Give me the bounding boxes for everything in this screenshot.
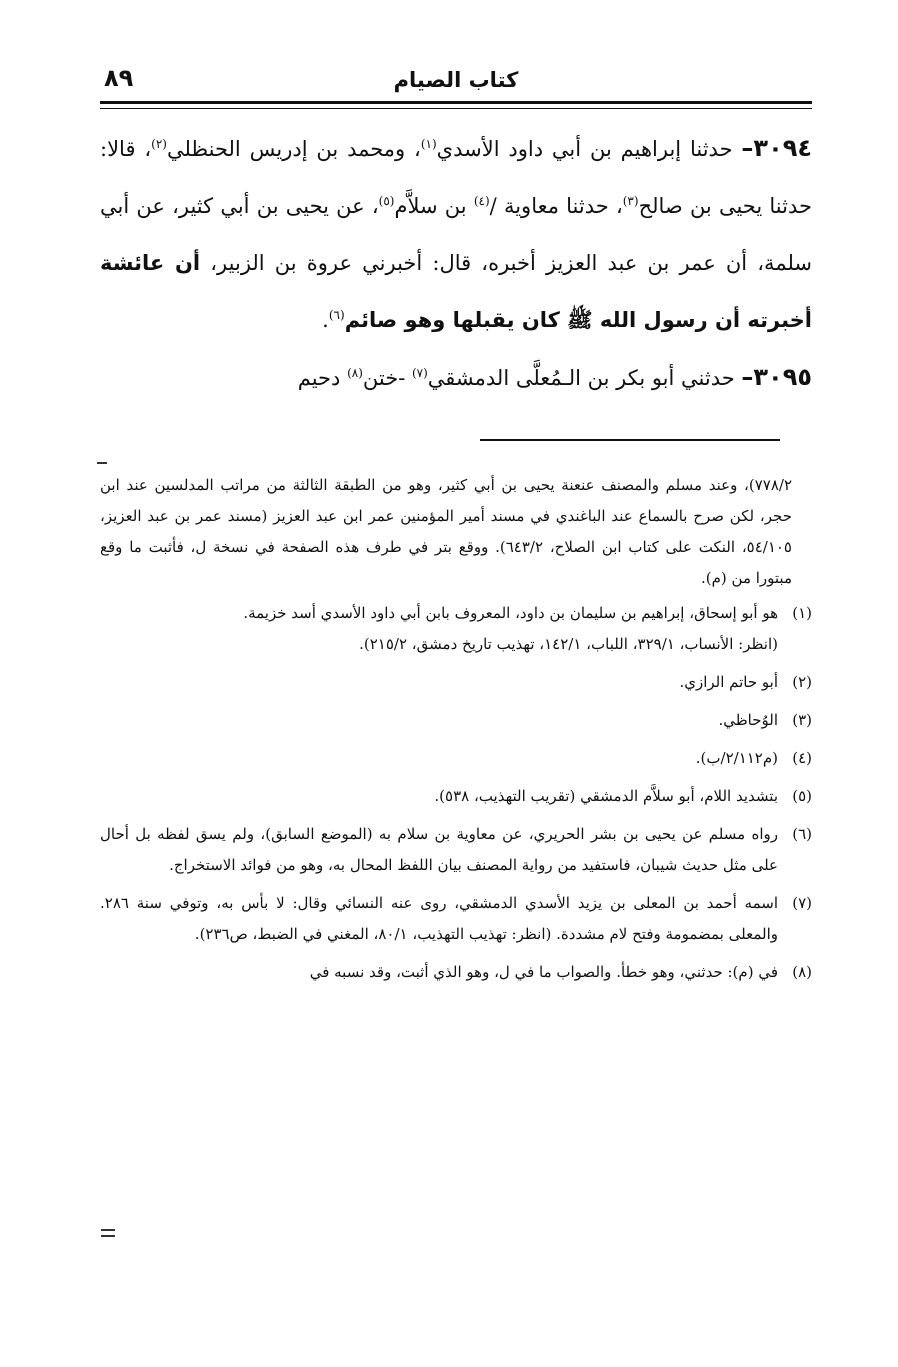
page-header	[100, 62, 812, 102]
page-number: ٨٩	[104, 64, 134, 92]
hadith-text: دحيم	[297, 366, 348, 390]
hadith-3095	[100, 349, 812, 407]
footnote-marker: (٥)	[792, 787, 812, 805]
footnote-marker: (٨)	[792, 963, 812, 981]
footnote-continuation: ٧٧٨/٢)، وعند مسلم والمصنف عنعنة يحيى بن أبي كثير، وهو من الطبقة الثالثة من مراتب المدلسين عند ابن حجر، لكن صرح بالسماع عند الباغندي في مسند أمير المؤمنين عمر ابن عبد العزيز (مسند عمر بن عبد العزيز، ٥٤/١٠٥، النكت على كتاب ابن الصلاح، ٦٤٣/٢). ووقع بتر في طرف هذه الصفحة في نسخة ل، فأثبت ما وقع مبتورا من (م).	[100, 476, 792, 587]
hadith-text: ، عن يحيى بن أبي كثير، عن أبي سلمة، أن عمر بن عبد العزيز أخبره، قال: أخبرني عروة بن الزبير،	[100, 194, 813, 275]
hadith-text: ، قالا: حدثنا يحيى بن صالح	[100, 137, 812, 218]
footnote-item	[100, 781, 812, 812]
footnote-item	[100, 743, 812, 774]
footnote-text-line: هو أبو إسحاق، إبراهيم بن سليمان بن داود، المعروف بابن أبي داود الأسدي أسد خزيمة.	[243, 604, 778, 622]
footnote-reference[interactable]: (٦)	[328, 308, 345, 322]
hadith-text: حدثنا إبراهيم بن أبي داود الأسدي	[436, 137, 742, 161]
hadith-number: ٣٠٩٤–	[741, 134, 813, 162]
footnote-marker: (٧)	[792, 894, 812, 912]
footnote-reference[interactable]: (٥)	[378, 194, 395, 208]
footnote-text: بتشديد اللام، أبو سلاَّم الدمشقي (تقريب التهذيب، ٥٣٨).	[434, 787, 778, 805]
footnote-text: أبو حاتم الرازي.	[679, 673, 778, 691]
footnote-marker: (٢)	[792, 673, 812, 691]
hadith-matn: أن عائشة أخبرته أن رسول الله ﷺ كان يقبلها وهو صائم	[100, 251, 812, 332]
footnote-separator	[480, 439, 780, 441]
hadith-text: ، ومحمد بن إدريس الحنظلي	[166, 137, 421, 161]
footnote-text: في (م): حدثني، وهو خطأ. والصواب ما في ل، وهو الذي أثبت، وقد نسبه في	[309, 963, 778, 981]
footnote-reference[interactable]: (٤)	[473, 194, 490, 208]
hadith-text: بن سلاَّم	[394, 194, 474, 218]
main-text	[100, 120, 812, 407]
continues-mark	[101, 1229, 115, 1237]
header-rule-thick	[100, 101, 812, 104]
hadith-text: ، حدثنا معاوية /	[489, 194, 623, 218]
footnote-reference[interactable]: (٨)	[347, 366, 363, 380]
footnote-text: اسمه أحمد بن المعلى بن يزيد الأسدي الدمشقي، روى عنه النسائي وقال: لا بأس به، وتوفي سنة ٢٨٦. والمعلى بمضمومة وفتح لام مشددة. (انظر: تهذيب التهذيب، ٨٠/١، المغني في الضبط، ص٢٣٦).	[100, 894, 778, 943]
footnote-text: رواه مسلم عن يحيى بن بشر الحريري، عن معاوية بن سلام به (الموضع السابق)، ولم يسق لفظه بل أحال على مثل حديث شيبان، فاستفيد من رواية المصنف بيان اللفظ المحال به، وهو من فوائد الاستخراج.	[100, 825, 778, 874]
footnotes	[100, 470, 812, 995]
hadith-3094	[100, 120, 812, 349]
footnote-marker: (٤)	[792, 749, 812, 767]
footnote-marker: (٣)	[792, 711, 812, 729]
header-rule-thin	[100, 108, 812, 109]
hadith-text: .	[322, 308, 329, 332]
footnote-item	[100, 705, 812, 736]
footnote-text: (م٢/١١٢/ب).	[695, 749, 778, 767]
footnote-item	[100, 598, 812, 660]
footnote-reference[interactable]: (٣)	[622, 194, 639, 208]
hadith-text: -ختن	[362, 366, 412, 390]
footnote-item	[100, 888, 812, 950]
footnote-marker: (١)	[792, 604, 812, 622]
hadith-number: ٣٠٩٥–	[741, 363, 812, 391]
hadith-text: حدثني أبو بكر بن الـمُعلَّى الدمشقي	[427, 366, 742, 390]
footnote-reference[interactable]: (١)	[420, 137, 437, 151]
footnote-marker: (٦)	[792, 825, 812, 843]
footnote-reference[interactable]: (٧)	[411, 366, 428, 380]
footnote-text	[100, 598, 778, 660]
footnote-item	[100, 957, 812, 988]
page-title: كتاب الصيام	[393, 68, 519, 92]
continuation-mark	[97, 462, 107, 464]
footnote-text: الوُحاظي.	[718, 711, 778, 729]
footnote-text-line: (انظر: الأنساب، ٣٢٩/١، اللباب، ١٤٢/١، تهذيب تاريخ دمشق، ٢١٥/٢).	[359, 635, 778, 653]
footnote-item	[100, 667, 812, 698]
footnote-item	[100, 819, 812, 881]
footnote-reference[interactable]: (٢)	[151, 137, 167, 151]
